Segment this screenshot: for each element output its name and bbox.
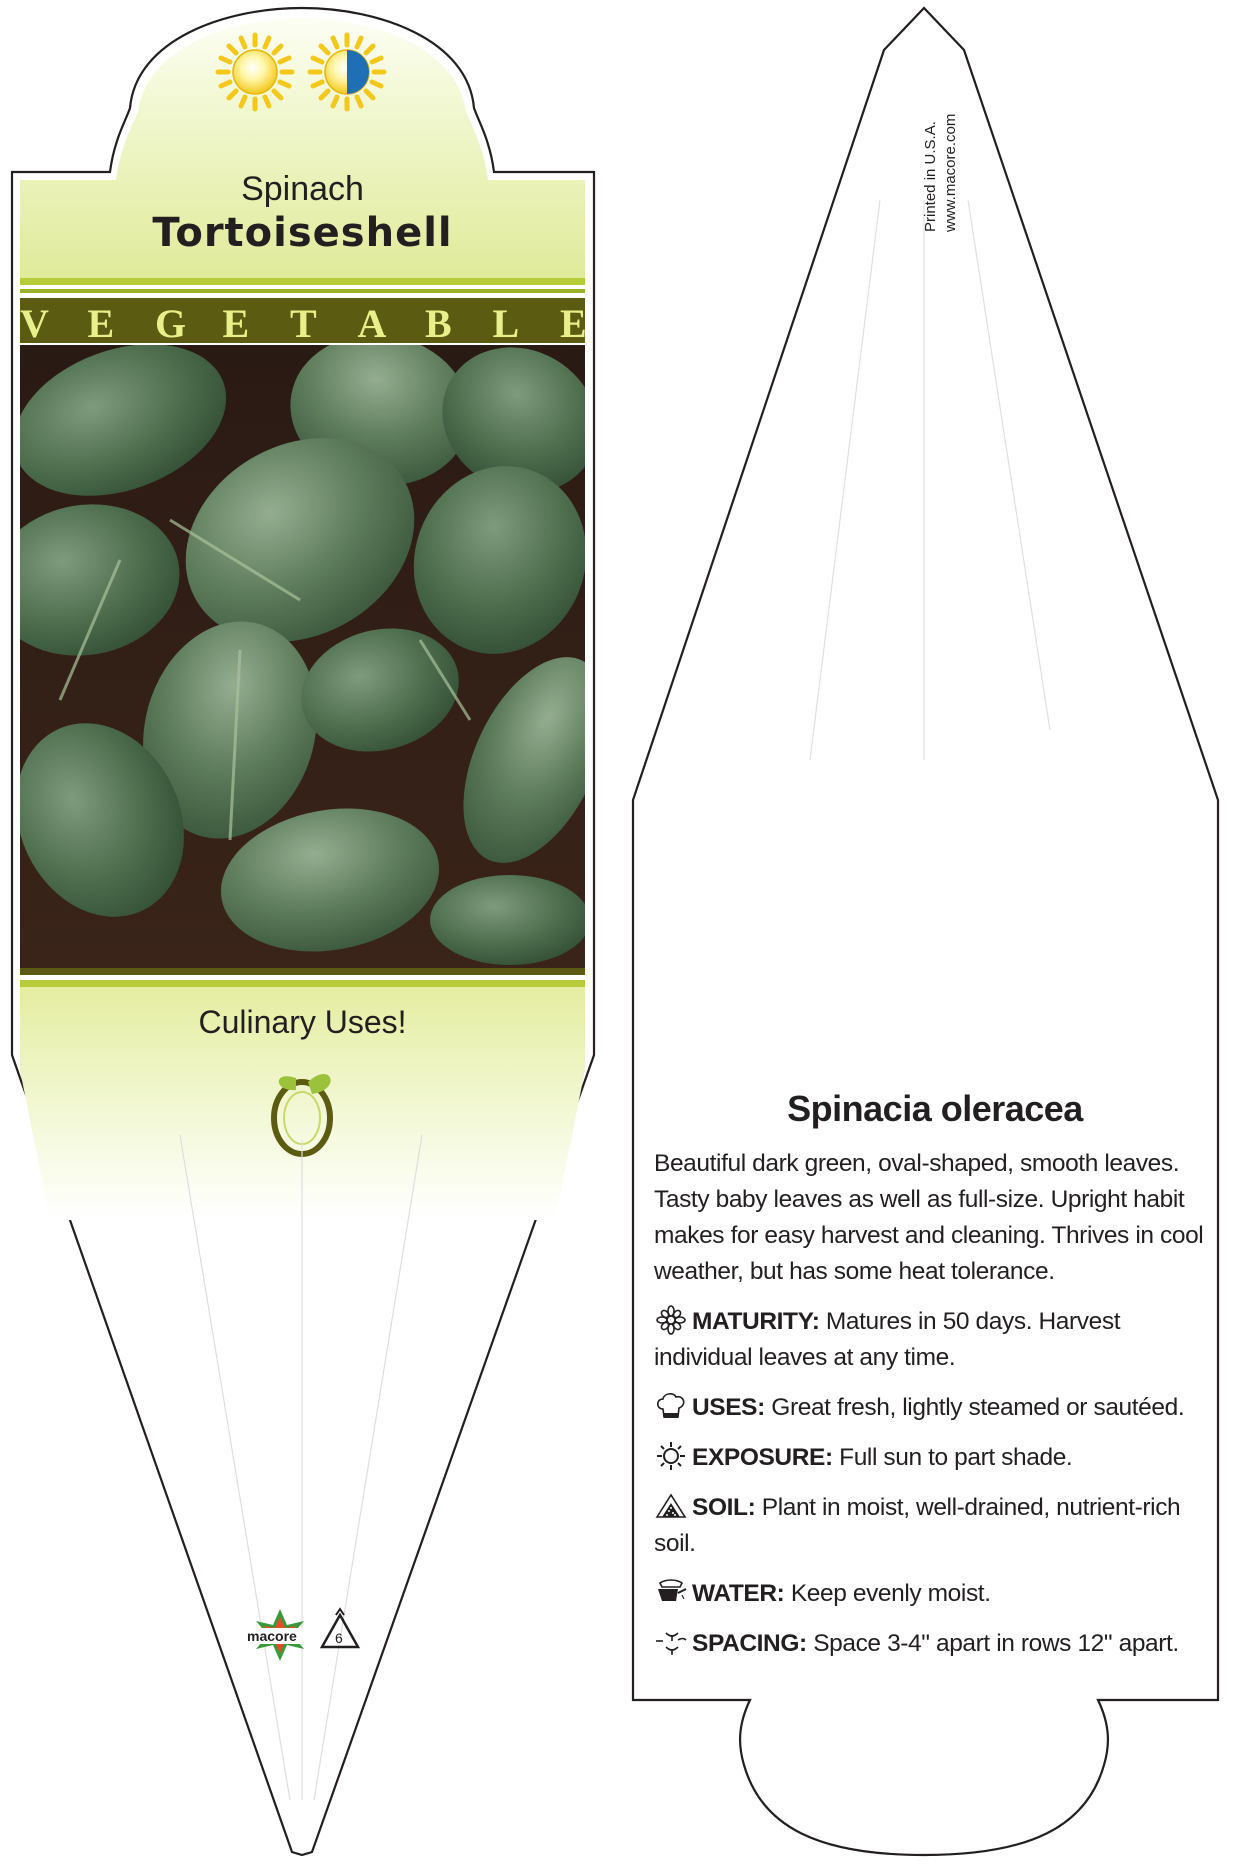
- care-attribute-label: MATURITY:: [692, 1308, 820, 1335]
- care-attribute-text: Full sun to part shade.: [832, 1444, 1073, 1471]
- category-letter: E: [222, 301, 250, 346]
- care-attribute-label: SPACING:: [692, 1630, 807, 1657]
- care-attribute: [654, 1390, 1209, 1426]
- description: Beautiful dark green, oval-shaped, smooth leaves. Tasty baby leaves as well as full-size. Upright habit makes for easy harvest and cleaning. Thrives in cool weather, but has some heat tolerance.: [654, 1150, 1204, 1285]
- care-attribute: [654, 1576, 1209, 1612]
- common-name: Spinach: [241, 170, 364, 208]
- recycle-number: 6: [335, 1630, 343, 1646]
- brand-name: macore: [247, 1628, 297, 1644]
- printed-in-label: Printed in U.S.A.: [922, 121, 939, 232]
- scientific-name: Spinacia oleracea: [787, 1088, 1083, 1129]
- category-letter: G: [155, 301, 187, 346]
- care-attribute-text: Plant in moist, well-drained, nutrient-rich soil.: [654, 1494, 1181, 1557]
- tagline: Culinary Uses!: [198, 1004, 407, 1040]
- spinach-photo: [0, 317, 636, 968]
- chef-hat-icon: [654, 1394, 692, 1421]
- care-attribute-label: EXPOSURE:: [692, 1444, 833, 1471]
- care-attribute: [654, 1490, 1209, 1562]
- website-label: www.macore.com: [942, 113, 959, 232]
- full-sun-icon: [218, 35, 292, 109]
- care-attribute-text: Space 3-4" apart in rows 12" apart.: [806, 1630, 1179, 1657]
- care-attribute-label: WATER:: [692, 1580, 785, 1607]
- part-shade-icon: [310, 35, 384, 109]
- sun-icon: [654, 1444, 692, 1471]
- care-attribute-text: Great fresh, lightly steamed or sautéed.: [764, 1394, 1185, 1421]
- category-letter: L: [492, 301, 520, 346]
- category-letter: A: [357, 301, 387, 346]
- spacing-icon: [654, 1630, 692, 1657]
- care-attribute: [654, 1626, 1209, 1662]
- variety-name: Tortoiseshell: [152, 210, 453, 256]
- category-letter: B: [425, 301, 452, 346]
- care-attribute-text: Keep evenly moist.: [784, 1580, 991, 1607]
- category-letter: E: [560, 301, 587, 346]
- category-letter: T: [290, 301, 317, 346]
- care-attribute-text: Matures in 50 days. Harvest individual leaves at any time.: [654, 1308, 1121, 1371]
- category-letter: E: [87, 301, 115, 346]
- care-attribute-label: SOIL:: [692, 1494, 756, 1521]
- care-attribute-label: USES:: [692, 1394, 765, 1421]
- care-attribute: [654, 1304, 1209, 1376]
- care-attribute: [654, 1440, 1209, 1476]
- watering-can-icon: [654, 1580, 692, 1607]
- soil-icon: [654, 1494, 692, 1521]
- flower-icon: [654, 1308, 692, 1335]
- category-letter: V: [20, 301, 49, 346]
- care-info: [654, 1146, 1209, 1676]
